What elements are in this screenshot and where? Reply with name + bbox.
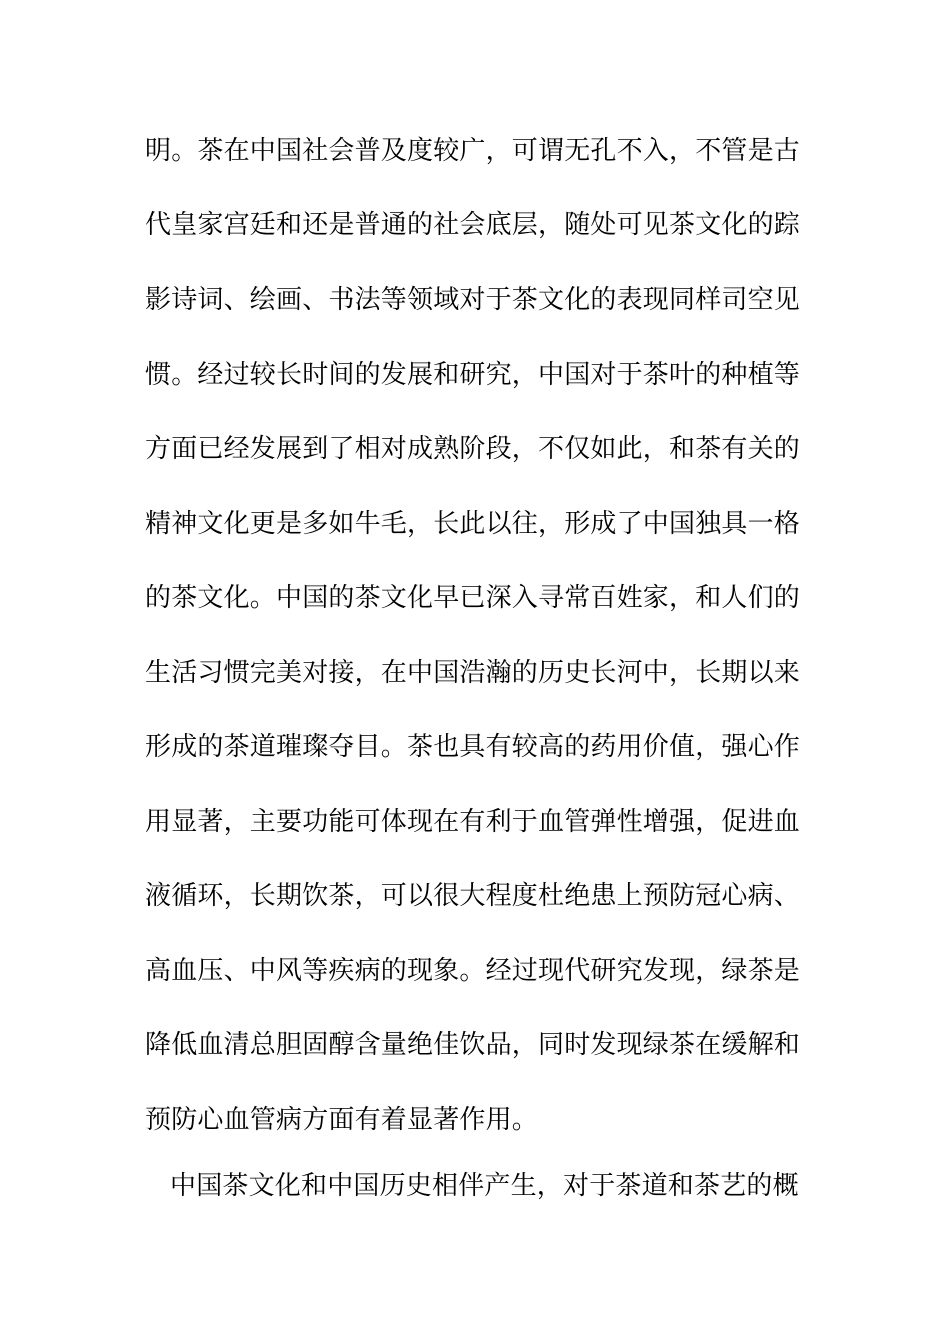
paragraph-line: 高血压、中风等疾病的现象。经过现代研究发现，绿茶是 — [145, 956, 801, 986]
paragraph-line: 明。茶在中国社会普及度较广，可谓无孔不入，不管是古 — [145, 136, 801, 166]
paragraph-line: 惯。经过较长时间的发展和研究，中国对于茶叶的种植等 — [145, 360, 801, 390]
paragraph-line: 影诗词、绘画、书法等领域对于茶文化的表现同样司空见 — [145, 285, 801, 315]
paragraph-line: 代皇家宫廷和还是普通的社会底层，随处可见茶文化的踪 — [145, 210, 801, 240]
paragraph-line: 降低血清总胆固醇含量绝佳饮品，同时发现绿茶在缓解和 — [145, 1030, 801, 1060]
paragraph-line: 用显著，主要功能可体现在有利于血管弹性增强，促进血 — [145, 807, 801, 837]
paragraph-line: 预防心血管病方面有着显著作用。 — [145, 1105, 539, 1135]
paragraph-first-line: 中国茶文化和中国历史相伴产生，对于茶道和茶艺的概 — [170, 1171, 799, 1201]
paragraph-line: 精神文化更是多如牛毛，长此以往，形成了中国独具一格 — [145, 509, 801, 539]
paragraph-line: 液循环，长期饮茶，可以很大程度杜绝患上预防冠心病、 — [145, 881, 801, 911]
paragraph-line: 的茶文化。中国的茶文化早已深入寻常百姓家，和人们的 — [145, 583, 801, 613]
paragraph-line: 方面已经发展到了相对成熟阶段，不仅如此，和茶有关的 — [145, 434, 801, 464]
paragraph-line: 形成的茶道璀璨夺目。茶也具有较高的药用价值，强心作 — [145, 732, 801, 762]
paragraph-line: 生活习惯完美对接，在中国浩瀚的历史长河中，长期以来 — [145, 658, 801, 688]
